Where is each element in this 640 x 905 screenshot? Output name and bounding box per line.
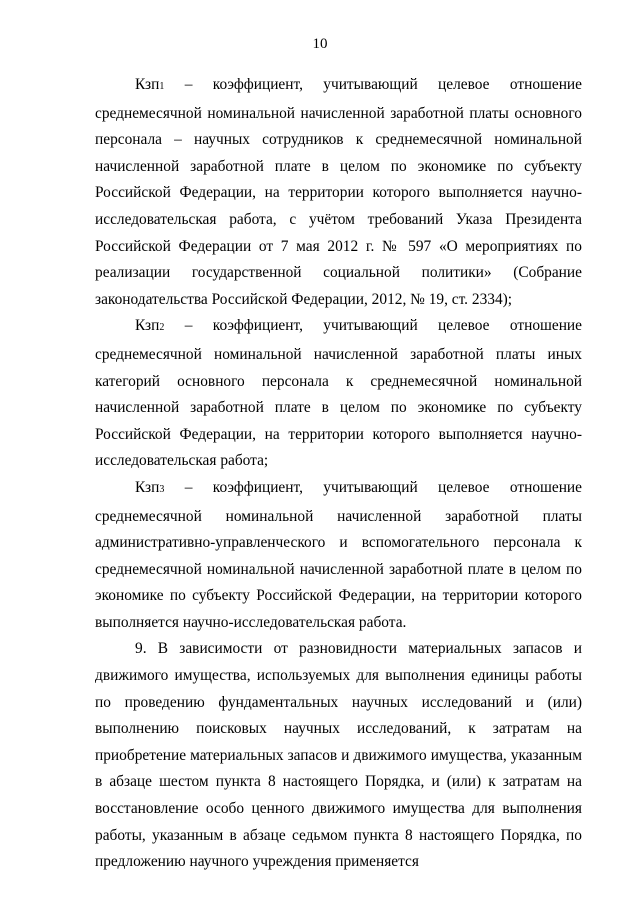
paragraph-item-9 <box>95 636 582 875</box>
paragraph-kzp1 <box>95 72 582 313</box>
paragraph-text: – коэффициент, учитывающий целевое отношение среднемесячной номинальной начисленной заработной платы административно-управленческого и вспомогательного персонала к среднемесячной номинальной начисленной заработной плате в целом по экономике по субъекту Российской Федерации, на территории которого выполняется научно-исследовательская работа. <box>95 478 582 631</box>
paragraph-text: 9. В зависимости от разновидности материальных запасов и движимого имущества, используемых для выполнения единицы работы по проведению фундаментальных научных исследований и (или) выполнению поисковых научных исследований, к затратам на приобретение материальных запасов и движимого имущества, указанным в абзаце шестом пункта 8 настоящего Порядка, и (или) к затратам на восстановление особо ценного движимого имущества для выполнения работы, указанным в абзаце седьмом пункта 8 настоящего Порядка, по предложению научного учреждения применяется <box>95 640 582 871</box>
coefficient-subscript: 3 <box>159 483 165 495</box>
paragraph-text: – коэффициент, учитывающий целевое отношение среднемесячной номинальной начисленной заработной платы иных категорий основного персонала к среднемесячной номинальной начисленной заработной плате в целом по экономике по субъекту Российской Федерации, на территории которого выполняется научно-исследовательская работа; <box>95 317 582 470</box>
coefficient-subscript: 1 <box>159 81 165 92</box>
coefficient-term: Кзп <box>135 76 160 93</box>
page-number: 10 <box>312 36 328 52</box>
paragraph-text: – коэффициент, учитывающий целевое отношение среднемесячной номинальной начисленной заработной платы основного персонала – научных сотрудников к среднемесячной номинальной начисленной заработной плате в целом по экономике по субъекту Российской Федерации, на территории которого выполняется научно-исследовательская работа, с учётом требований Указа Президента Российской Федерации от 7 мая 2012 г. № 597 «О мероприятиях по реализации государственной социальной политики» (Собрание законодательства Российской Федерации, 2012, № 19, ст. 2334); <box>95 76 582 308</box>
coefficient-term: Кзп <box>135 317 160 335</box>
paragraph-kzp2 <box>95 313 582 475</box>
coefficient-subscript: 2 <box>159 322 165 334</box>
paragraph-kzp3 <box>95 475 582 637</box>
document-body <box>95 72 582 876</box>
coefficient-term: Кзп <box>135 478 160 496</box>
